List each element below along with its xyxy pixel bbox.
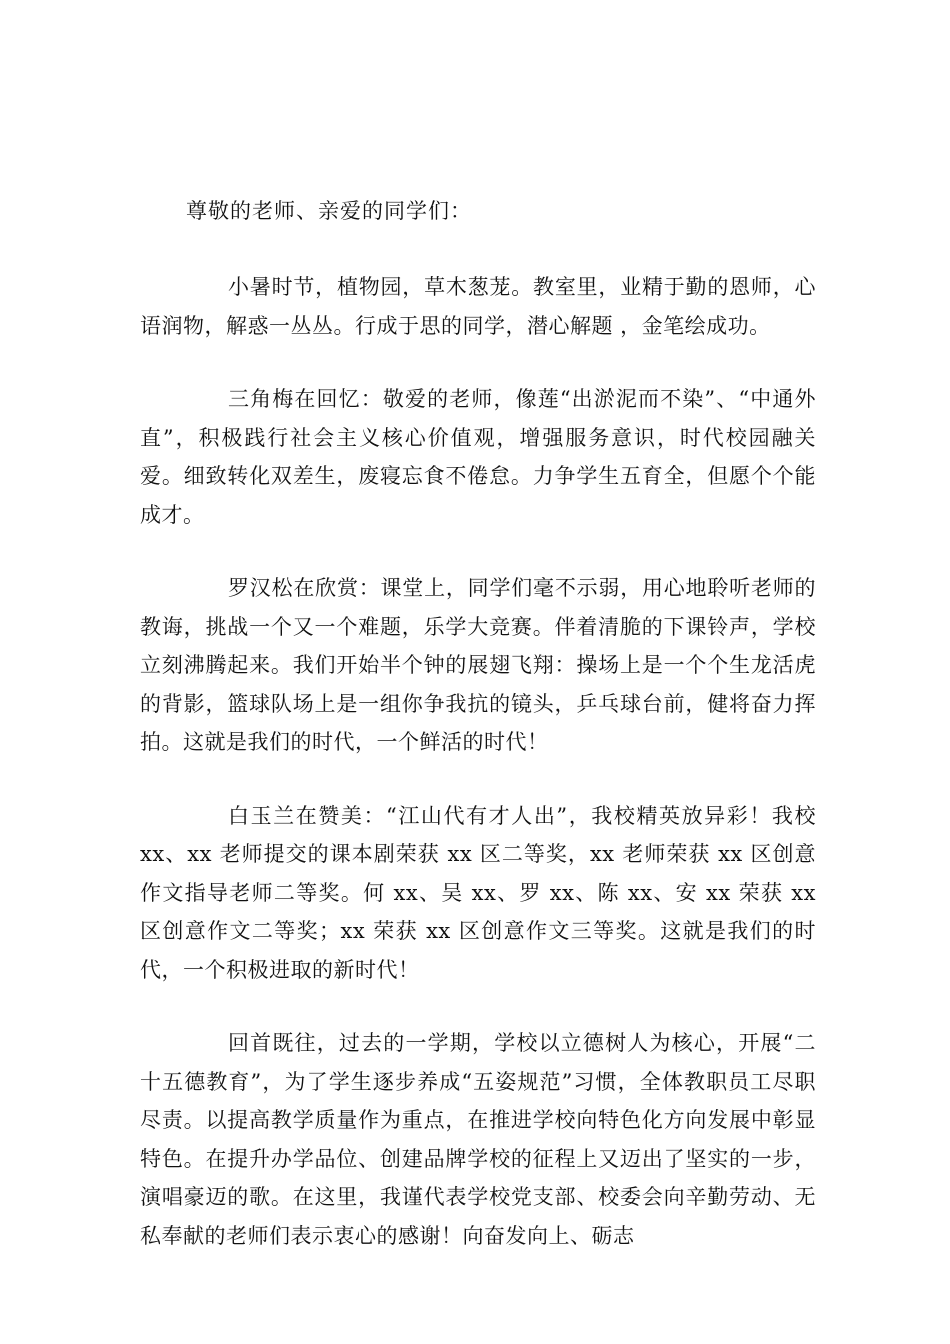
paragraph-summer-scene: 小暑时节，植物园，草木葱茏。教室里，业精于勤的恩师，心语润物，解惑一丛丛。行成于思的同学，潜心解题 ，金笔绘成功。 [140, 275, 816, 338]
paragraph-magnolia-praises: 白玉兰在赞美：“江山代有才人出”，我校精英放异彩！我校 xx、xx 老师提交的课本剧荣获 xx 区二等奖，xx 老师荣获 xx 区创意作文指导老师二等奖。何 xx、吴 xx、罗 xx、陈 xx、安 xx 荣获 xx 区创意作文二等奖；xx 荣获 xx 区创意作文三等奖。这就是我们的时代，一个积极进取的新时代！ [140, 803, 816, 982]
paragraph-podocarpus-appreciates: 罗汉松在欣赏：课堂上，同学们毫不示弱，用心地聆听老师的教诲，挑战一个又一个难题，乐学大竞赛。伴着清脆的下课铃声，学校立刻沸腾起来。我们开始半个钟的展翅飞翔：操场上是一个个生龙活虎的背影，篮球队场上是一组你争我抗的镜头，乒乓球台前，健将奋力挥拍。这就是我们的时代，一个鲜活的时代！ [140, 576, 816, 754]
paragraph-looking-back: 回首既往，过去的一学期，学校以立德树人为核心，开展“二十五德教育”，为了学生逐步养成“五姿规范”习惯，全体教职员工尽职尽责。以提高教学质量作为重点，在推进学校向特色化方向发展中彰显特色。在提升办学品位、创建品牌学校的征程上又迈出了坚实的一步，演唱豪迈的歌。在这里，我谨代表学校党支部、校委会向辛勤劳动、无私奉献的老师们表示衷心的感谢！向奋发向上、砺志 [140, 1031, 816, 1248]
document-body [140, 268, 816, 1290]
salutation: 尊敬的老师、亲爱的同学们： [186, 199, 472, 223]
paragraph-bougainvillea-recalls: 三角梅在回忆：敬爱的老师，像莲“出淤泥而不染”、“中通外直”，积极践行社会主义核心价值观，增强服务意识，时代校园融关爱。细致转化双差生，废寝忘食不倦怠。力争学生五育全，但愿个个能成才。 [140, 387, 816, 527]
